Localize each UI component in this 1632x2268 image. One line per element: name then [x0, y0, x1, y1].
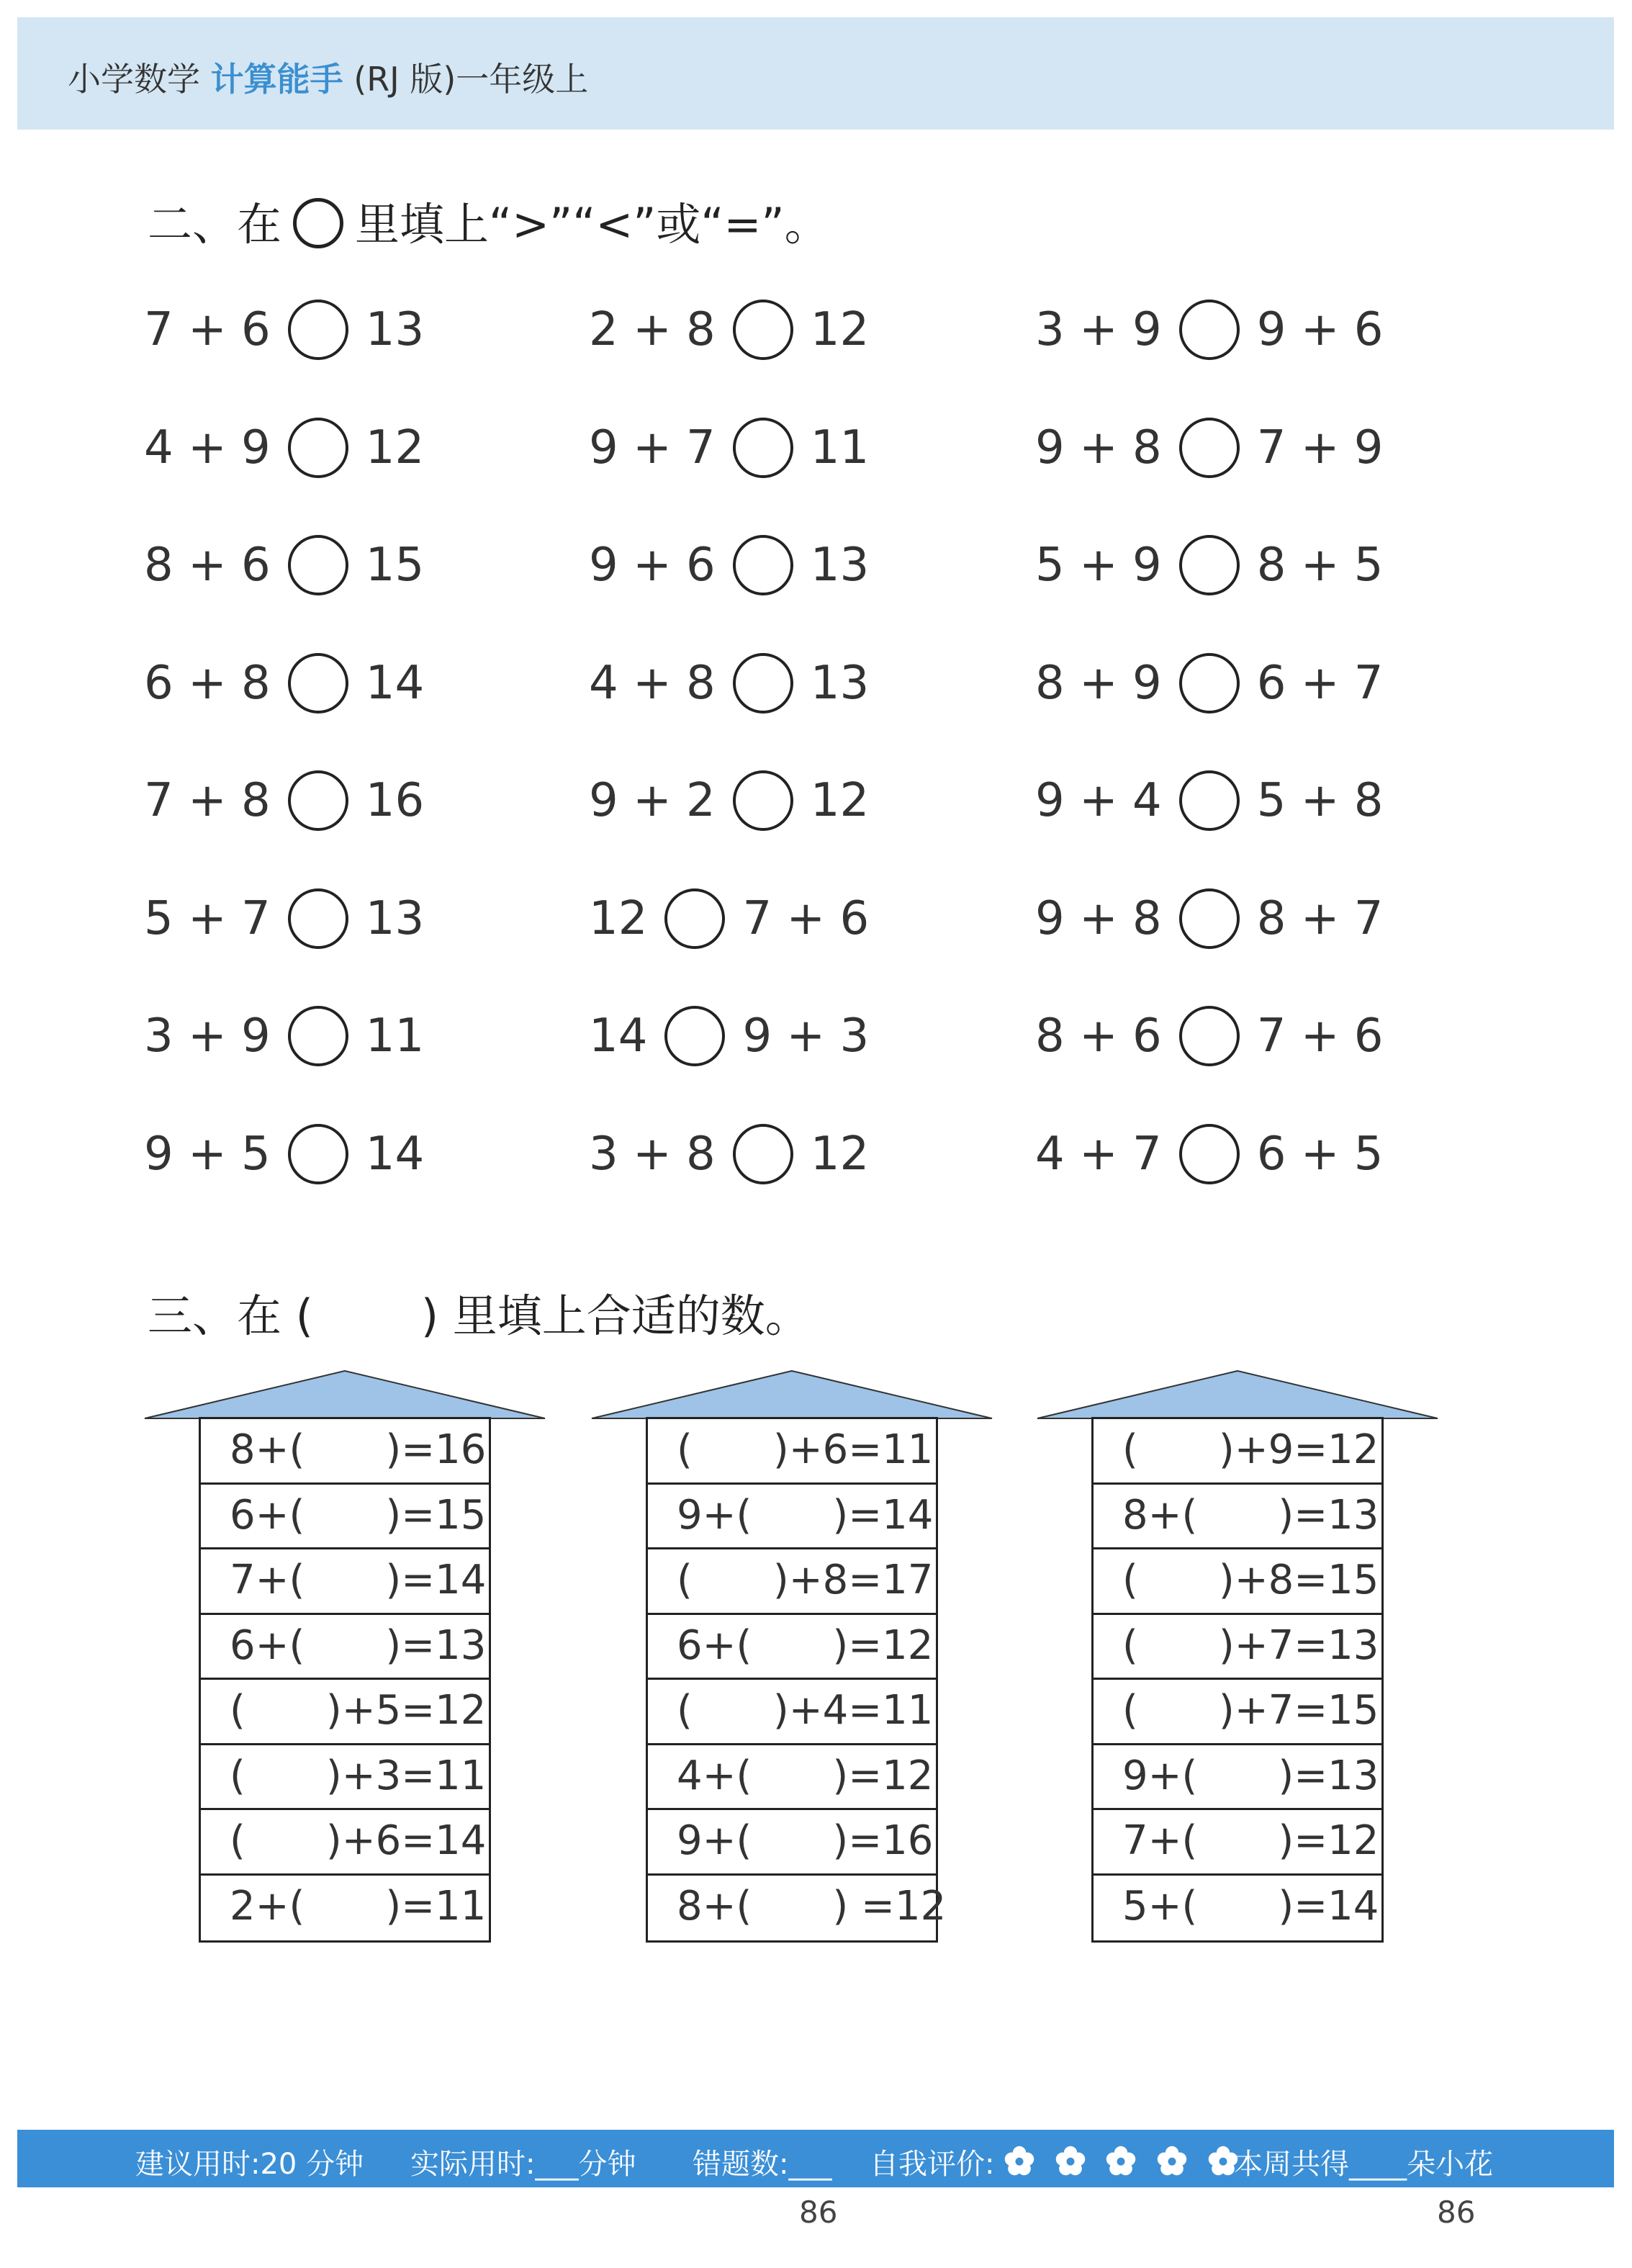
equation-cell[interactable]: ( )+4=11 [648, 1680, 936, 1745]
comparison-left: 6 + 8 [144, 656, 271, 710]
house-table [646, 1417, 947, 1943]
comparison-right: 5 + 8 [1256, 774, 1384, 827]
house-table [1091, 1417, 1384, 1943]
comparison-right: 12 [365, 420, 425, 474]
equation-cell[interactable]: 6+( )=12 [648, 1615, 936, 1680]
equation-cell[interactable]: 8+( )=16 [201, 1419, 489, 1485]
comparison-item [1035, 1006, 1384, 1066]
comparison-item [589, 418, 869, 478]
comparison-left: 5 + 9 [1035, 539, 1162, 592]
comparison-item [144, 770, 424, 831]
comparison-item [589, 300, 869, 360]
answer-circle[interactable] [733, 300, 793, 360]
comparison-left: 3 + 8 [589, 1127, 716, 1181]
equation-cell[interactable]: 2+( )=11 [230, 1882, 487, 1930]
page-header [17, 17, 1614, 130]
comparison-left: 9 + 6 [589, 539, 716, 592]
footer-suggested-time: 建议用时:20 分钟 [135, 2148, 364, 2181]
comparison-item [1035, 653, 1384, 714]
comparison-right: 14 [365, 1127, 425, 1181]
comparison-left: 9 + 8 [1035, 891, 1162, 945]
footer-self-eval: 自我评价: [870, 2148, 995, 2181]
comparison-left: 9 + 7 [589, 420, 716, 474]
answer-circle[interactable] [733, 418, 793, 478]
comparison-right: 11 [365, 1009, 425, 1063]
answer-circle[interactable] [1179, 535, 1240, 595]
equation-cell[interactable]: 9+( )=14 [648, 1485, 936, 1550]
comparison-item [144, 888, 424, 949]
header-brand: 计算能手 [210, 60, 343, 99]
comparison-left: 5 + 7 [144, 891, 271, 945]
equation-cell[interactable]: 7+( )=12 [1094, 1810, 1381, 1876]
equation-cell[interactable]: ( )+9=12 [1094, 1419, 1381, 1485]
equation-cell[interactable]: ( )+6=14 [201, 1810, 489, 1876]
equation-cell[interactable]: ( )+8=17 [648, 1549, 936, 1615]
header-title [68, 53, 588, 101]
flower-icon[interactable] [1156, 2145, 1188, 2177]
answer-circle[interactable] [733, 653, 793, 714]
comparison-item [144, 535, 424, 595]
answer-circle[interactable] [1179, 653, 1240, 714]
comparison-right: 6 + 5 [1256, 1127, 1384, 1181]
answer-circle[interactable] [1179, 300, 1240, 360]
comparison-item [144, 418, 424, 478]
answer-circle[interactable] [1179, 770, 1240, 831]
comparison-right: 8 + 5 [1256, 539, 1384, 592]
comparison-item [589, 535, 869, 595]
comparison-item [1035, 1124, 1384, 1184]
section3-title-after: ) 里填上合适的数。 [420, 1290, 810, 1342]
answer-circle[interactable] [1179, 1124, 1240, 1184]
comparison-right: 11 [810, 420, 870, 474]
comparison-left: 4 + 7 [1035, 1127, 1162, 1181]
equation-cell[interactable]: ( )+8=15 [1094, 1549, 1381, 1615]
comparison-right: 12 [810, 303, 870, 356]
comparison-left: 4 + 8 [589, 656, 716, 710]
footer-actual-time: 实际用时:___分钟 [410, 2148, 636, 2181]
comparison-item [144, 300, 424, 360]
equation-cell[interactable]: 6+( )=15 [201, 1485, 489, 1550]
answer-circle[interactable] [288, 300, 348, 360]
comparison-right: 9 + 6 [1256, 303, 1384, 356]
equation-cell[interactable]: 9+( )=13 [1094, 1745, 1381, 1811]
comparison-item [144, 1124, 424, 1184]
comparison-item [589, 1124, 869, 1184]
answer-circle[interactable] [288, 1006, 348, 1066]
comparison-right: 12 [810, 1127, 870, 1181]
equation-cell[interactable]: 4+( )=12 [648, 1745, 936, 1811]
comparison-left: 4 + 9 [144, 420, 271, 474]
comparison-right: 7 + 6 [742, 891, 870, 945]
comparison-right: 13 [365, 303, 425, 356]
equation-cell[interactable]: 6+( )=13 [201, 1615, 489, 1680]
flower-icon[interactable] [1055, 2145, 1086, 2177]
comparison-left: 8 + 9 [1035, 656, 1162, 710]
comparison-item [589, 888, 869, 949]
answer-circle[interactable] [288, 653, 348, 714]
comparison-item [1035, 770, 1384, 831]
comparison-item [589, 1006, 869, 1066]
equation-cell[interactable]: 8+( ) =12 [677, 1882, 947, 1930]
comparison-left: 14 [589, 1009, 648, 1063]
flower-icon[interactable] [1004, 2145, 1035, 2177]
comparison-left: 7 + 8 [144, 774, 271, 827]
house-roof [590, 1369, 993, 1421]
equation-cell[interactable]: ( )+3=11 [201, 1745, 489, 1811]
equation-cell[interactable]: 5+( )=14 [1122, 1882, 1379, 1930]
comparison-left: 12 [589, 891, 648, 945]
equation-cell[interactable]: 8+( )=13 [1094, 1485, 1381, 1550]
flower-icon[interactable] [1105, 2145, 1137, 2177]
comparison-item [144, 653, 424, 714]
page-number: 86 [1437, 2195, 1476, 2230]
equation-cell[interactable]: ( )+6=11 [648, 1419, 936, 1485]
answer-circle[interactable] [733, 1124, 793, 1184]
answer-circle[interactable] [1179, 1006, 1240, 1066]
comparison-right: 6 + 7 [1256, 656, 1384, 710]
comparison-right: 13 [365, 891, 425, 945]
comparison-right: 7 + 9 [1256, 420, 1384, 474]
section2-title-after: 里填上“>”“<”或“=”。 [355, 198, 829, 251]
equation-cell[interactable]: ( )+5=12 [201, 1680, 489, 1745]
section3-title [148, 1280, 810, 1344]
comparison-left: 8 + 6 [144, 539, 271, 592]
answer-circle[interactable] [664, 888, 725, 949]
comparison-left: 9 + 4 [1035, 774, 1162, 827]
answer-circle[interactable] [288, 770, 348, 831]
answer-circle[interactable] [288, 888, 348, 949]
equation-cell[interactable]: 7+( )=14 [201, 1549, 489, 1615]
answer-circle[interactable] [288, 418, 348, 478]
comparison-item [589, 770, 869, 831]
comparison-left: 3 + 9 [144, 1009, 271, 1063]
section2-title [148, 189, 829, 253]
comparison-left: 3 + 9 [1035, 303, 1162, 356]
flower-rating[interactable] [1004, 2143, 1249, 2177]
answer-circle[interactable] [1179, 418, 1240, 478]
footer-wrong-count: 错题数:___ [693, 2148, 832, 2181]
comparison-right: 13 [810, 656, 870, 710]
footer-bar [17, 2130, 1614, 2187]
comparison-right: 16 [365, 774, 425, 827]
comparison-item [1035, 300, 1384, 360]
comparison-left: 2 + 8 [589, 303, 716, 356]
comparison-item [144, 1006, 424, 1066]
answer-circle[interactable] [288, 1124, 348, 1184]
section3-title-before: 三、在 ( [148, 1290, 313, 1342]
equation-cell[interactable]: ( )+7=13 [1094, 1615, 1381, 1680]
comparison-item [1035, 418, 1384, 478]
answer-circle[interactable] [664, 1006, 725, 1066]
comparison-right: 15 [365, 539, 425, 592]
section2-title-before: 二、在 [148, 198, 282, 251]
comparison-right: 7 + 6 [1256, 1009, 1384, 1063]
circle-icon [293, 198, 343, 248]
header-suffix: (RJ 版)一年级上 [353, 60, 589, 99]
comparison-item [1035, 535, 1384, 595]
comparison-right: 12 [810, 774, 870, 827]
comparison-left: 9 + 2 [589, 774, 716, 827]
comparison-left: 7 + 6 [144, 303, 271, 356]
comparison-right: 14 [365, 656, 425, 710]
footer-weekly: 本周共得____朵小花 [1234, 2148, 1493, 2181]
page-number: 86 [799, 2195, 838, 2230]
house-roof [1036, 1369, 1439, 1421]
comparison-left: 9 + 5 [144, 1127, 271, 1181]
comparison-right: 9 + 3 [742, 1009, 870, 1063]
house-roof [143, 1369, 546, 1421]
house-table [199, 1417, 491, 1943]
comparison-left: 8 + 6 [1035, 1009, 1162, 1063]
comparison-right: 13 [810, 539, 870, 592]
answer-circle[interactable] [288, 535, 348, 595]
comparison-item [1035, 888, 1384, 949]
comparison-right: 8 + 7 [1256, 891, 1384, 945]
equation-cell[interactable]: ( )+7=15 [1094, 1680, 1381, 1745]
answer-circle[interactable] [733, 770, 793, 831]
comparison-item [589, 653, 869, 714]
answer-circle[interactable] [733, 535, 793, 595]
comparison-left: 9 + 8 [1035, 420, 1162, 474]
equation-cell[interactable]: 9+( )=16 [648, 1810, 936, 1876]
header-prefix: 小学数学 [68, 60, 200, 99]
answer-circle[interactable] [1179, 888, 1240, 949]
